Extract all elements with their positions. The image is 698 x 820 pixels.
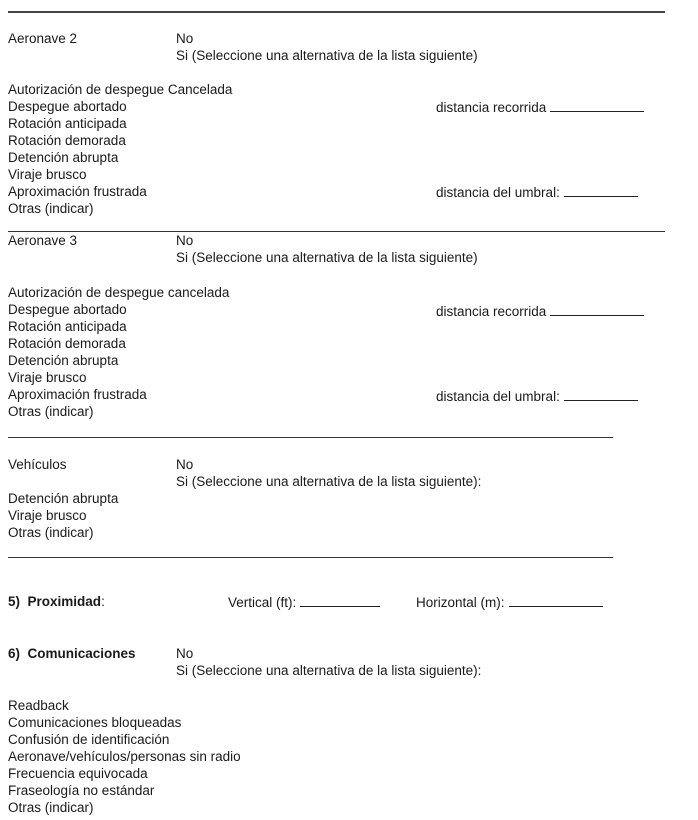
section-title: Comunicaciones [27, 646, 136, 661]
section-number: 6) [8, 646, 21, 661]
list-item[interactable]: Otras (indicar) [8, 525, 94, 540]
list-item[interactable]: Detención abrupta [8, 353, 119, 368]
list-item[interactable]: Readback [8, 698, 69, 713]
list-item[interactable]: Aproximación frustrada [8, 387, 147, 402]
list-item[interactable]: Frecuencia equivocada [8, 766, 148, 781]
aeronave3-label: Aeronave 3 [8, 233, 78, 248]
vertical-field [228, 593, 380, 611]
list-item[interactable]: Viraje brusco [8, 370, 87, 385]
vehiculos-option-si[interactable]: Si (Seleccione una alternativa de la lista siguiente): [176, 474, 482, 489]
distancia-recorrida-label: distancia recorrida [436, 304, 547, 319]
list-item[interactable]: Otras (indicar) [8, 201, 94, 216]
aeronave2-option-si[interactable]: Si (Seleccione una alternativa de la lista siguiente) [176, 48, 478, 63]
horizontal-label: Horizontal (m): [416, 595, 505, 610]
vehiculos-label: Vehículos [8, 457, 67, 472]
comunicaciones-heading [8, 645, 136, 662]
distancia-umbral-field[interactable] [564, 183, 638, 197]
distancia-umbral-label: distancia del umbral: [436, 185, 560, 200]
proximidad-heading [8, 593, 105, 610]
aeronave2-distancia-recorrida [436, 98, 644, 116]
list-item[interactable]: Fraseología no estándar [8, 783, 155, 798]
list-item[interactable]: Aproximación frustrada [8, 184, 147, 199]
list-item[interactable]: Despegue abortado [8, 99, 127, 114]
divider [8, 557, 613, 558]
top-rule [8, 11, 665, 13]
vertical-input[interactable] [300, 593, 380, 607]
comunicaciones-option-si[interactable]: Si (Seleccione una alternativa de la lista siguiente): [176, 663, 482, 678]
list-item[interactable]: Rotación demorada [8, 336, 126, 351]
list-item[interactable]: Rotación anticipada [8, 319, 127, 334]
colon: : [101, 594, 105, 609]
list-item[interactable]: Confusión de identificación [8, 732, 170, 747]
section-number: 5) [8, 594, 21, 609]
list-item[interactable]: Autorización de despegue cancelada [8, 285, 230, 300]
distancia-recorrida-field[interactable] [550, 302, 644, 316]
aeronave2-option-no[interactable]: No [176, 31, 194, 46]
aeronave3-option-si[interactable]: Si (Seleccione una alternativa de la lista siguiente) [176, 250, 478, 265]
aeronave3-distancia-umbral [436, 387, 638, 405]
aeronave2-label: Aeronave 2 [8, 31, 78, 46]
aeronave3-option-no[interactable]: No [176, 233, 194, 248]
horizontal-input[interactable] [509, 593, 603, 607]
distancia-umbral-field[interactable] [564, 387, 638, 401]
list-item[interactable]: Despegue abortado [8, 302, 127, 317]
list-item[interactable]: Otras (indicar) [8, 404, 94, 419]
list-item[interactable]: Rotación demorada [8, 133, 126, 148]
comunicaciones-option-no[interactable]: No [176, 646, 194, 661]
aeronave2-distancia-umbral [436, 183, 638, 201]
comunicaciones-list [8, 697, 241, 816]
list-item[interactable]: Detención abrupta [8, 150, 119, 165]
list-item[interactable]: Rotación anticipada [8, 116, 127, 131]
list-item[interactable]: Viraje brusco [8, 508, 87, 523]
list-item[interactable]: Detención abrupta [8, 491, 119, 506]
vehiculos-list [8, 490, 118, 541]
list-item[interactable]: Otras (indicar) [8, 800, 94, 815]
list-item[interactable]: Aeronave/vehículos/personas sin radio [8, 749, 241, 764]
horizontal-field [416, 593, 603, 611]
list-item[interactable]: Autorización de despegue Cancelada [8, 82, 233, 97]
section-title: Proximidad [27, 594, 102, 609]
list-item[interactable]: Comunicaciones bloqueadas [8, 715, 182, 730]
divider [8, 231, 665, 232]
vertical-label: Vertical (ft): [228, 595, 297, 610]
aeronave3-list [8, 284, 229, 420]
distancia-recorrida-field[interactable] [550, 98, 644, 112]
aeronave3-distancia-recorrida [436, 302, 644, 320]
list-item[interactable]: Viraje brusco [8, 167, 87, 182]
aeronave2-list [8, 81, 232, 217]
divider [8, 437, 613, 438]
distancia-umbral-label: distancia del umbral: [436, 389, 560, 404]
distancia-recorrida-label: distancia recorrida [436, 100, 547, 115]
vehiculos-option-no[interactable]: No [176, 457, 194, 472]
